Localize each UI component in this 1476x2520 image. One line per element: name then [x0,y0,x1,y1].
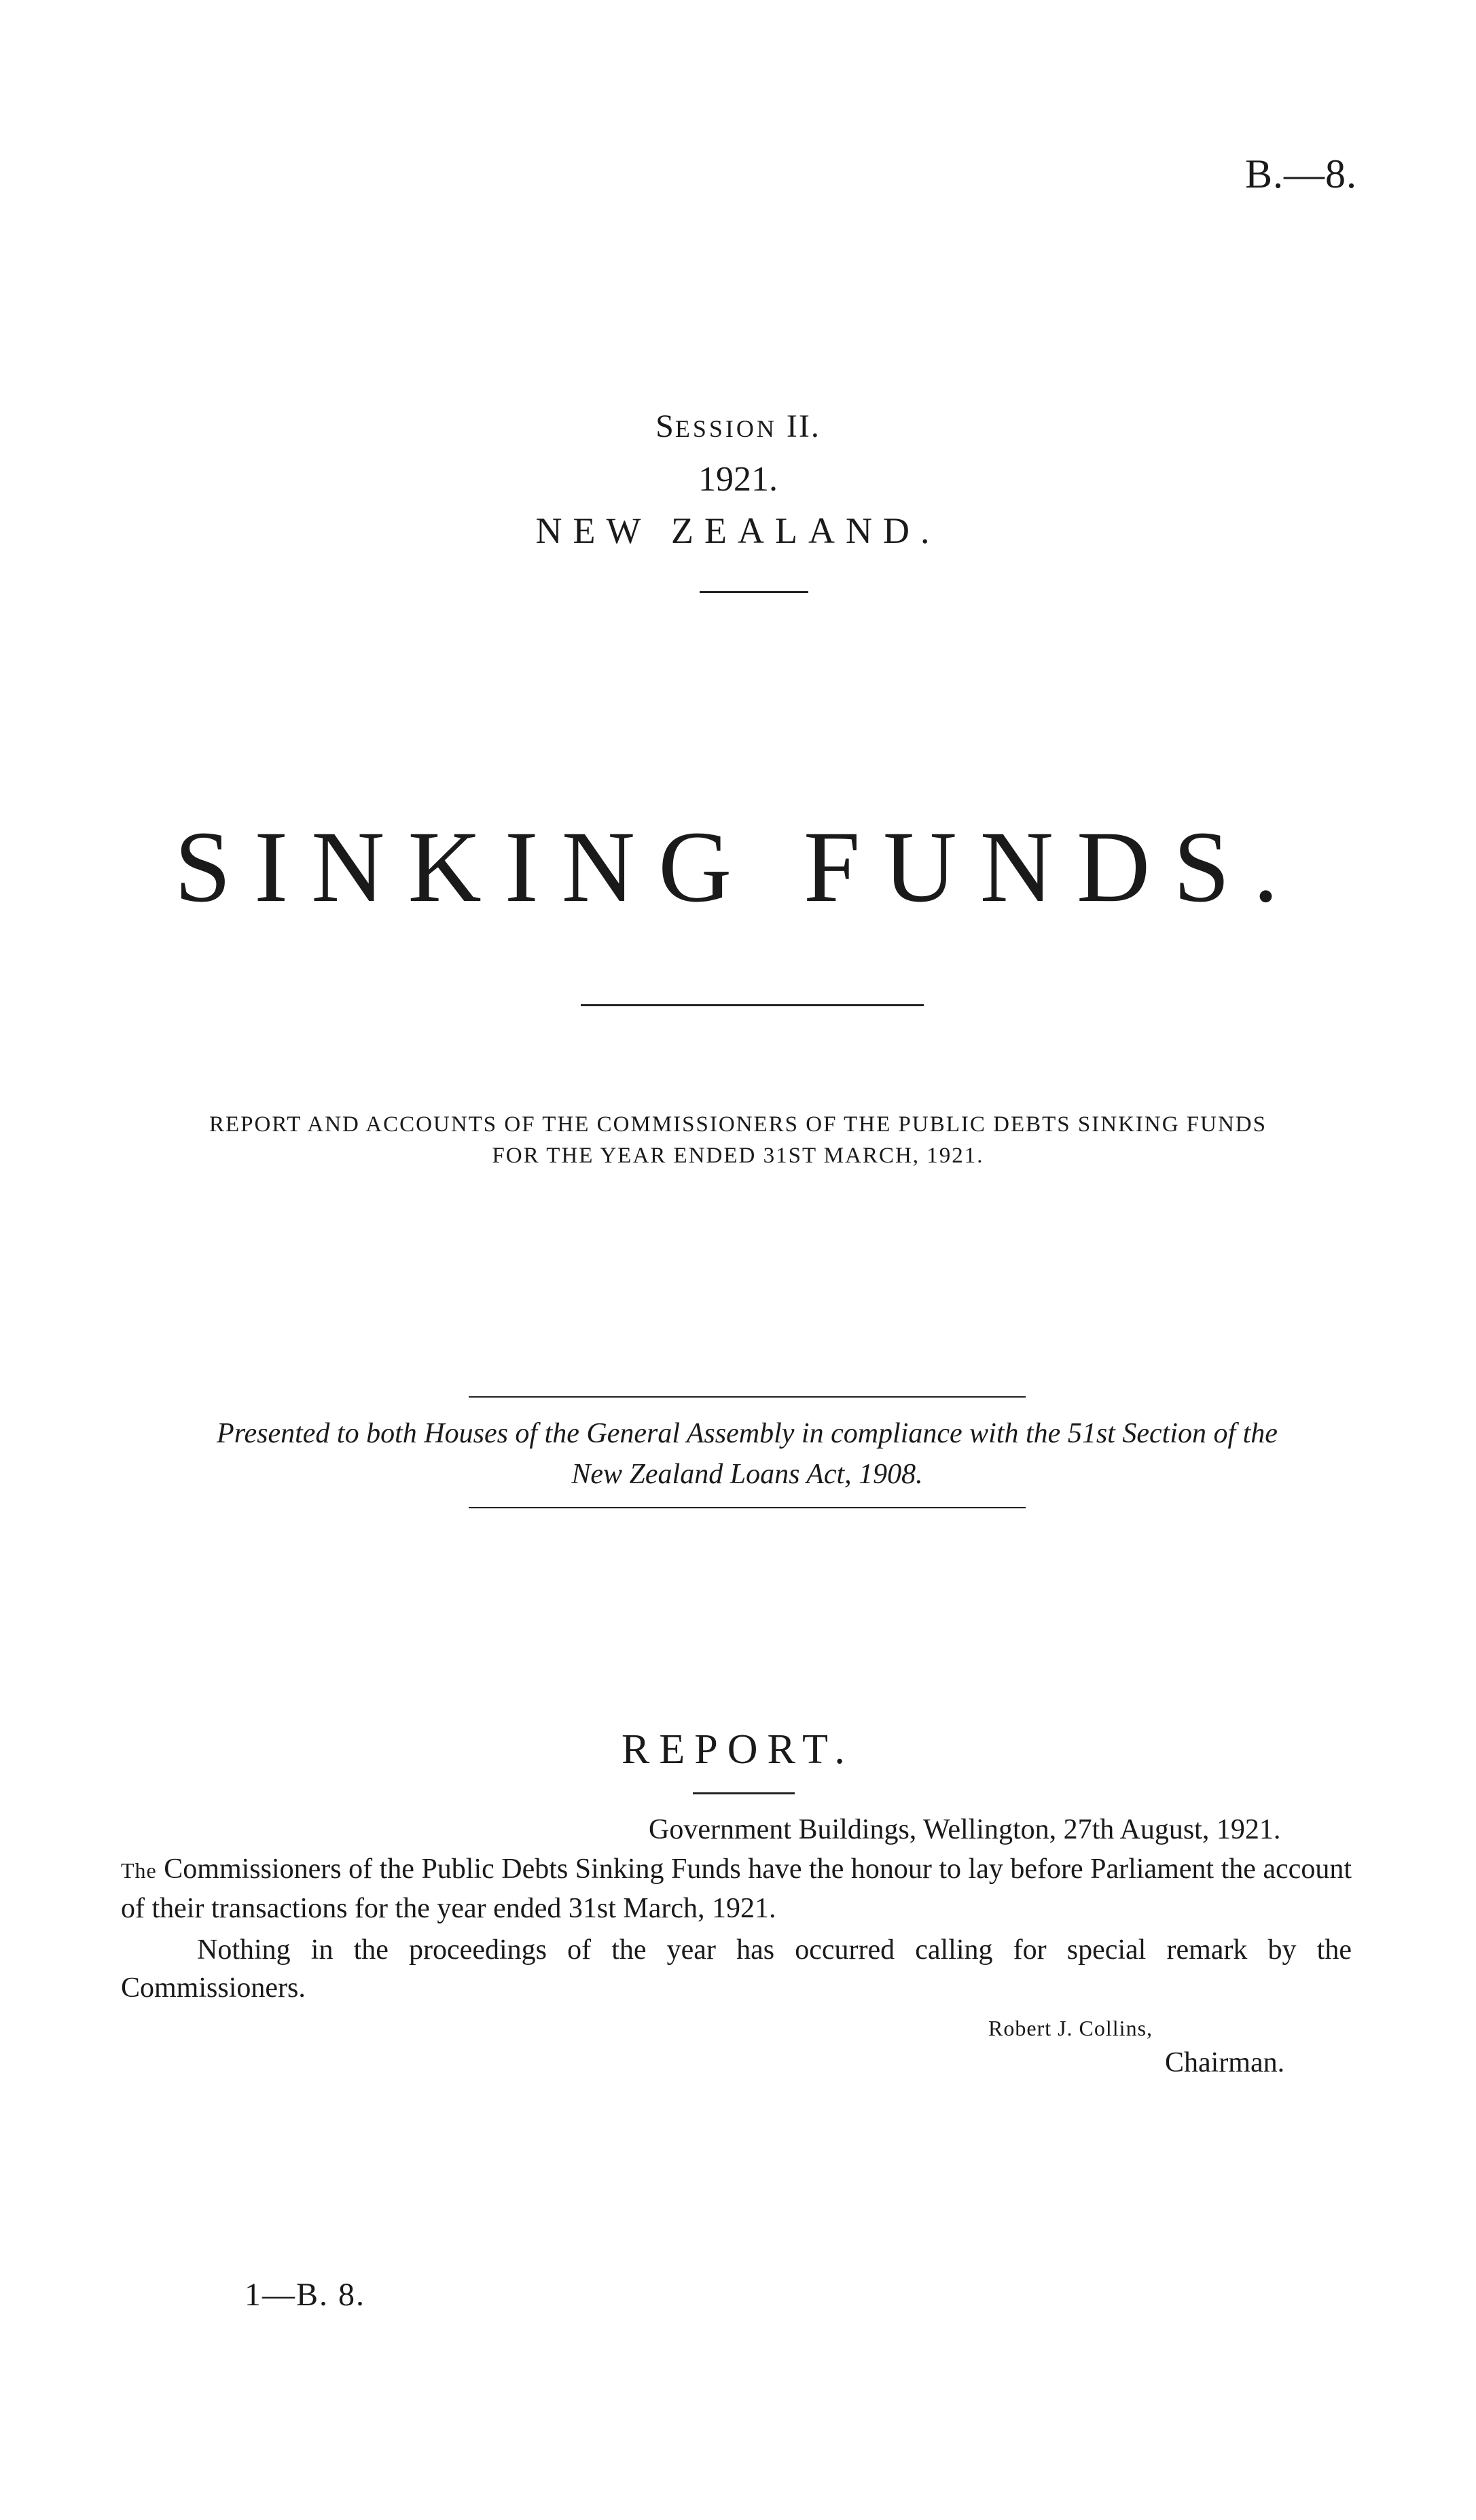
presented-notice [183,1413,1311,1495]
rule-presented-top [469,1396,1026,1398]
signatory-title: Chairman. [1165,2047,1285,2078]
session-number: II. [786,408,821,444]
session-word: ESSION [674,415,777,442]
presented-line-2: New Zealand Loans Act, 1908. [571,1459,923,1490]
paragraph-1-text: Commissioners of the Public Debts Sinking Funds have the honour to lay before Parliament the account of their transactions for the year ended 31st March, 1921. [121,1853,1352,1924]
rule-presented-bottom [469,1507,1026,1508]
rule-title [581,1004,924,1006]
report-paragraph-2: Nothing in the proceedings of the year has occurred calling for special remark by the Commissioners. [121,1934,1352,2004]
presented-line-1: Presented to both Houses of the General Assembly in compliance with the 51st Section of the [217,1418,1278,1449]
subtitle-line-2: FOR THE YEAR ENDED 31ST MARCH, 1921. [492,1143,984,1168]
session-initial: S [655,408,675,444]
subtitle [0,1109,1476,1171]
report-paragraph-1 [121,1850,1352,1928]
rule-short-2 [693,1792,795,1794]
main-title: SINKING FUNDS. [174,811,1302,923]
paragraph-lead-word: The [121,1858,157,1883]
dateline: Government Buildings, Wellington, 27th August, 1921. [649,1814,1281,1845]
year: 1921. [698,460,778,499]
signatory-name: Robert J. Collins, [988,2016,1153,2040]
page-reference: B.—8. [1244,152,1357,196]
signatory [988,2008,1153,2047]
subtitle-line-1: REPORT AND ACCOUNTS OF THE COMMISSIONERS OF THE PUBLIC DEBTS SINKING FUNDS [209,1112,1267,1137]
country: NEW ZEALAND. [535,510,941,551]
footer-code: 1—B. 8. [245,2277,366,2313]
session-line [0,408,1476,445]
rule-short-1 [700,591,808,593]
report-heading: REPORT. [622,1726,854,1773]
